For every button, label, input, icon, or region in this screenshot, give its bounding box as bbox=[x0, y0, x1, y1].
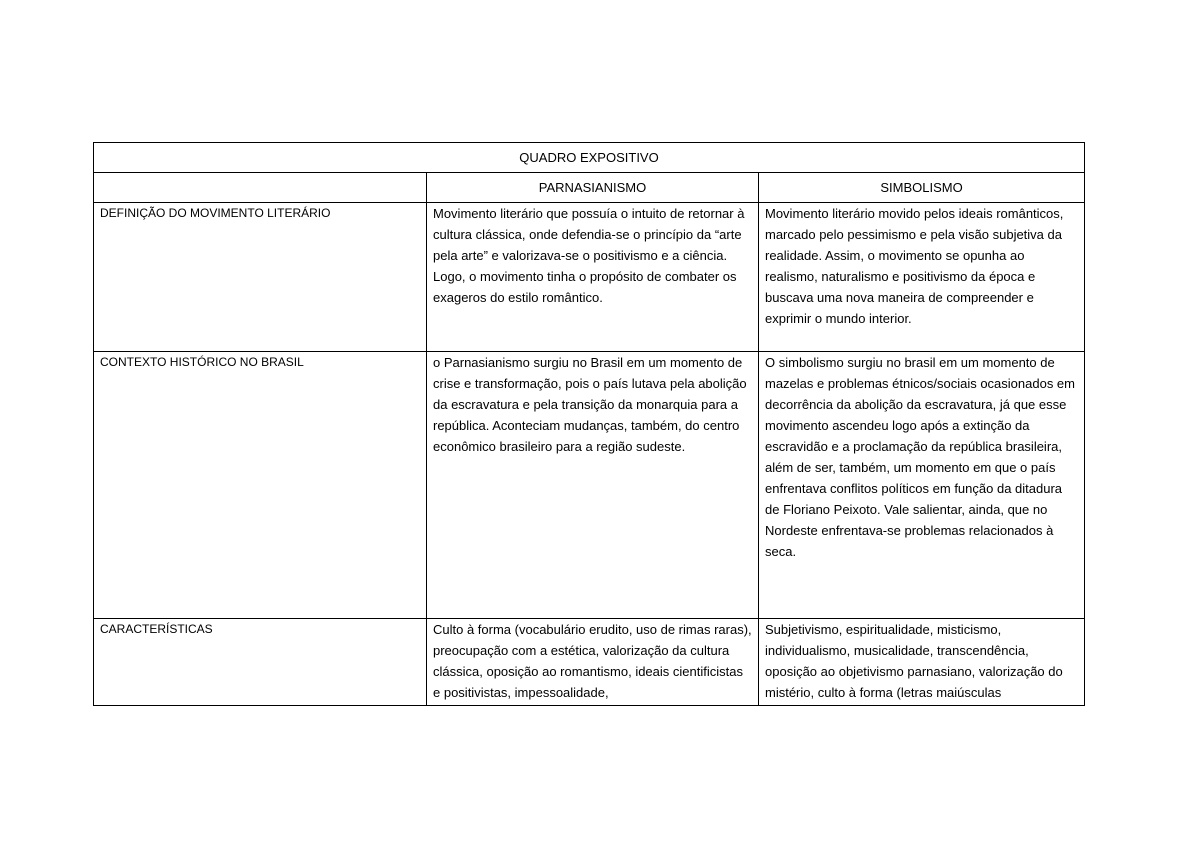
caracteristicas-simbolismo-text: Subjetivismo, espiritualidade, misticismo, individualismo, musicalidade, transcendência, oposição ao objetivismo parnasiano, valorização do mistério, culto à forma (letras maiúsculas bbox=[765, 622, 1063, 700]
row-label-definicao: DEFINIÇÃO DO MOVIMENTO LITERÁRIO bbox=[94, 203, 427, 352]
table-row bbox=[94, 352, 1085, 619]
cell-caracteristicas-parnasianismo bbox=[427, 619, 759, 706]
table-title: QUADRO EXPOSITIVO bbox=[94, 143, 1085, 173]
cell-definicao-simbolismo: Movimento literário movido pelos ideais românticos, marcado pelo pessimismo e pela visão subjetiva da realidade. Assim, o movimento se opunha ao realismo, naturalismo e positivismo da época e buscava uma nova maneira de compreender e exprimir o mundo interior. bbox=[759, 203, 1085, 352]
caracteristicas-parnasianismo-text: Culto à forma (vocabulário erudito, uso de rimas raras), preocupação com a estética, valorização da cultura clássica, oposição ao romantismo, ideais cientificistas e positivistas, impessoalidade, bbox=[433, 622, 752, 700]
header-parnasianismo: PARNASIANISMO bbox=[427, 173, 759, 203]
table-title-row bbox=[94, 143, 1085, 173]
header-empty-cell bbox=[94, 173, 427, 203]
table-row bbox=[94, 619, 1085, 706]
cell-caracteristicas-simbolismo bbox=[759, 619, 1085, 706]
cell-contexto-simbolismo: O simbolismo surgiu no brasil em um momento de mazelas e problemas étnicos/sociais ocasionados em decorrência da abolição da escravatura, já que esse movimento ascendeu logo após a extinção da escravidão e a proclamação da república brasileira, além de ser, também, um momento em que o país enfrentava conflitos políticos em função da ditadura de Floriano Peixoto. Vale salientar, ainda, que no Nordeste enfrentava-se problemas relacionados à seca. bbox=[759, 352, 1085, 619]
row-label-caracteristicas: CARACTERÍSTICAS bbox=[94, 619, 427, 706]
header-simbolismo: SIMBOLISMO bbox=[759, 173, 1085, 203]
cell-definicao-parnasianismo: Movimento literário que possuía o intuito de retornar à cultura clássica, onde defendia-se o princípio da “arte pela arte” e valorizava-se o positivismo e a ciência. Logo, o movimento tinha o propósito de combater os exageros do estilo romântico. bbox=[427, 203, 759, 352]
quadro-expositivo-table bbox=[93, 142, 1085, 706]
table-header-row bbox=[94, 173, 1085, 203]
row-label-contexto: CONTEXTO HISTÓRICO NO BRASIL bbox=[94, 352, 427, 619]
table-row bbox=[94, 203, 1085, 352]
cell-contexto-parnasianismo: o Parnasianismo surgiu no Brasil em um momento de crise e transformação, pois o país lutava pela abolição da escravatura e pela transição da monarquia para a república. Aconteciam mudanças, também, do centro econômico brasileiro para a região sudeste. bbox=[427, 352, 759, 619]
